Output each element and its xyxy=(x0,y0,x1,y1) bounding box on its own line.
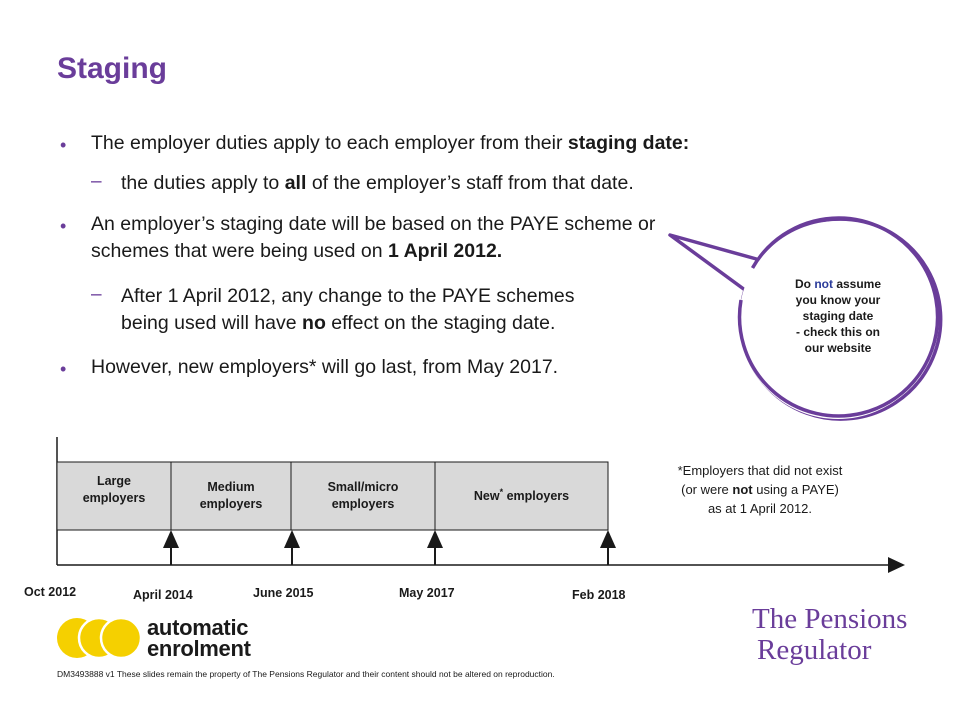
bullet-2-sub-line2-pre: being used will have xyxy=(121,312,297,334)
page-title: Staging xyxy=(57,52,167,85)
bullet-dot: • xyxy=(60,216,67,236)
segment-small-line2: employers xyxy=(331,497,395,511)
callout-line4: - check this on xyxy=(795,325,881,339)
bullet-1-bold: staging date: xyxy=(567,132,690,154)
sub-bullet-dash: – xyxy=(91,284,102,305)
callout-not: not xyxy=(814,277,833,291)
date-oct-2012: Oct 2012 xyxy=(24,585,77,599)
segment-large xyxy=(57,473,171,507)
sub-bullet-dash: – xyxy=(91,171,102,192)
bullet-2-line1: An employer’s staging date will be based on the PAYE scheme or xyxy=(91,213,656,235)
pensions-regulator-logo xyxy=(752,604,907,666)
segment-large-line1: Large xyxy=(96,474,132,488)
footnote-line1: *Employers that did not exist xyxy=(677,463,843,478)
segment-medium-line1: Medium xyxy=(207,480,255,494)
segment-large-line2: employers xyxy=(82,491,146,505)
callout-line1-rest: assume xyxy=(836,277,882,291)
footnote-line3: as at 1 April 2012. xyxy=(707,501,813,516)
callout-line5: our website xyxy=(804,341,872,355)
bullet-1-text: The employer duties apply to each employer from their xyxy=(91,132,563,154)
callout-line3: staging date xyxy=(802,309,874,323)
marker-triangle xyxy=(163,530,179,548)
bullet-2-sub-line1: After 1 April 2012, any change to the PAYE schemes xyxy=(121,285,575,307)
timeline-arrowhead xyxy=(888,557,905,573)
segment-medium-line2: employers xyxy=(199,497,263,511)
footnote xyxy=(645,461,875,518)
segment-medium xyxy=(171,479,291,513)
callout-line2: you know your xyxy=(795,293,881,307)
footnote-line2-post: using a PAYE) xyxy=(756,482,839,497)
ae-line1: automatic xyxy=(147,615,249,640)
footnote-line2-bold: not xyxy=(732,482,753,497)
logo-circle xyxy=(101,618,141,658)
segment-new-pre: New xyxy=(473,489,500,504)
bullet-2-line2-pre: schemes that were being used on xyxy=(91,240,383,262)
bullet-1-sub-pre: the duties apply to xyxy=(121,172,280,194)
tpr-line2: Regulator xyxy=(757,634,872,666)
ae-line2: enrolment xyxy=(147,636,251,661)
footnote-line2 xyxy=(645,480,875,499)
disclaimer: DM3493888 v1 These slides remain the property of The Pensions Regulator and their content should not be altered on reproduction. xyxy=(57,669,555,679)
segment-new-post: employers xyxy=(506,489,570,504)
segment-new xyxy=(435,484,608,505)
marker-triangle xyxy=(427,530,443,548)
segment-new-sup: * xyxy=(499,487,504,497)
marker-triangle xyxy=(284,530,300,548)
bullet-dot: • xyxy=(60,359,67,379)
bullet-1-sub-bold: all xyxy=(284,172,307,194)
date-feb-2018: Feb 2018 xyxy=(572,588,626,602)
marker-triangle xyxy=(600,530,616,548)
footnote-line2-pre: (or were xyxy=(681,482,729,497)
callout-do: Do xyxy=(794,277,811,291)
date-april-2014: April 2014 xyxy=(133,588,193,602)
date-may-2017: May 2017 xyxy=(399,586,455,600)
bullet-2-sub-line2-post: effect on the staging date. xyxy=(331,312,556,334)
bullet-3: However, new employers* will go last, from May 2017. xyxy=(91,356,559,378)
date-june-2015: June 2015 xyxy=(253,586,314,600)
automatic-enrolment-logo-icon xyxy=(55,614,145,664)
bullet-2-sub-line2-bold: no xyxy=(302,312,326,334)
tpr-line1: The Pensions xyxy=(752,603,908,635)
segment-small-line1: Small/micro xyxy=(327,480,399,494)
bullet-dot: • xyxy=(60,135,67,155)
bullet-1-sub-post: of the employer’s staff from that date. xyxy=(311,172,634,194)
segment-small-micro xyxy=(291,479,435,513)
bullet-2-line2-bold: 1 April 2012. xyxy=(388,240,503,262)
automatic-enrolment-logo-text xyxy=(147,617,251,659)
